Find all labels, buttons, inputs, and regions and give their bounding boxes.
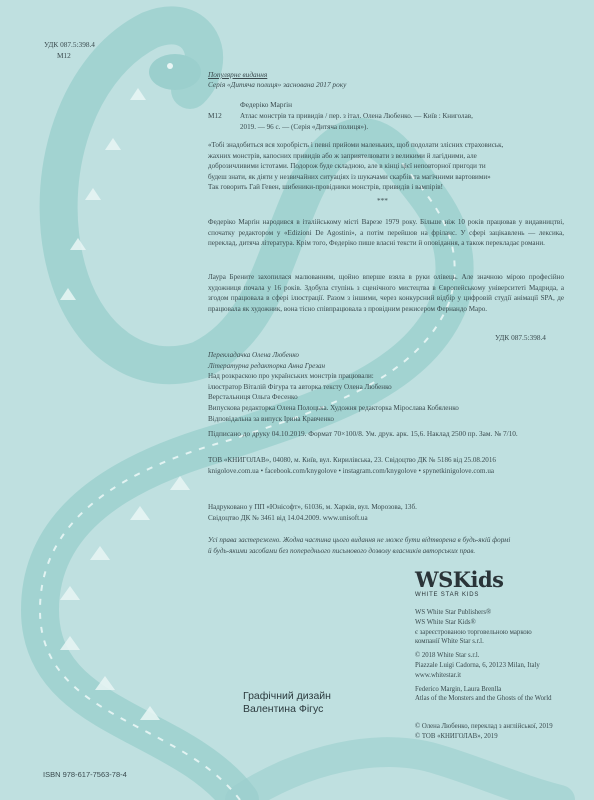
credit-translator: Перекладачка Олена Любенко — [208, 351, 299, 359]
annotation-line: будеш знати, як діяти у незвичайних ситуаціях із шукачами скарбів та магічними вартовими» — [208, 172, 491, 181]
udk-code-top: УДК 087.5:398.4 — [44, 40, 95, 49]
logo-tagline: WHITE STAR KIDS — [415, 592, 480, 598]
ws-line: © Олена Любенко, переклад з англійської, 2019 — [415, 723, 553, 731]
illustrator-bio: Лаура Брените захопилася малюванням, щойно вперше взяла в руки олівець. Але значною мірою професійно художниця почала у 16 років. Здобула ступінь з сценічного мистецтва в Європейському університеті Мадрида, а згодом працювала в сфері ілюстрації. Разом з іншими, через конкурсний відбір у цифровій студії анімації SPA, де працювала як художник, вона тісно співпрацювала з провідним режисером Фернандо Маро. — [208, 273, 564, 313]
credit-literary-editor: Літературна редакторка Анна Грезан — [208, 361, 326, 370]
rights-line: й будь-якими засобами без попереднього письмового дозволу власників авторських прав. — [208, 546, 476, 555]
separator: *** — [377, 196, 388, 205]
ws-line: www.whitestar.it — [415, 671, 461, 679]
rights-line: Усі права застережено. Жодна частина цього видання не може бути відтворена в будь-якій формі — [208, 536, 511, 544]
publisher-address: ТОВ «КНИГОЛАВ», 04080, м. Київ, вул. Кирилівська, 23. Свідоцтво ДК № 5186 від 25.08.2016 — [208, 456, 496, 464]
signed-print: Підписано до друку 04.10.2019. Формат 70×100/8. Ум. друк. арк. 15,6. Наклад 2500 пр. Зам. № 7/10. — [208, 429, 518, 438]
udk-code-middle: УДК 087.5:398.4 — [495, 333, 546, 342]
printer-info — [208, 502, 564, 523]
ws-line: компанії White Star s.r.l. — [415, 638, 484, 646]
designer-name: Валентина Фігус — [243, 703, 324, 715]
rights-notice — [208, 535, 564, 556]
design-label: Графічний дизайн — [243, 690, 331, 702]
serpent-head — [149, 54, 201, 90]
serpent-scales — [60, 88, 190, 720]
credits — [208, 350, 564, 424]
credit-responsible: Відповідальна за випуск Ірина Кравченко — [208, 414, 334, 423]
printer-license: Свідоцтво ДК № 3461 від 14.04.2009. www.unisoft.ua — [208, 513, 368, 522]
ws-line: Atlas of the Monsters and the Ghosts of the World — [415, 695, 552, 703]
ws-line: Piazzale Luigi Cadorna, 6, 20123 Milan, Italy — [415, 661, 540, 669]
white-star-info — [415, 608, 585, 742]
credit-illustrator: ілюстратор Віталій Фігура та авторка тексту Олена Любенко — [208, 382, 392, 391]
catalog-text: Атлас монстрів та привидів / пер. з італ. Олена Любенко. — Київ : Книголав, 2019. — 96 с. — (Серія «Дитяча полиця»). — [240, 112, 473, 131]
ws-line: Federico Margin, Laura Brenlla — [415, 685, 502, 693]
serpent-tail — [240, 752, 560, 800]
credit-layout: Верстальниця Ольга Фесенко — [208, 393, 298, 402]
book-code-top: М12 — [57, 51, 71, 60]
annotation-line: «Тобі знадобиться вся хоробрість і певні прийоми маленьких, щоб подолати злісних страховиськ, — [208, 141, 504, 149]
author-name: Федеріко Марґін — [240, 100, 293, 109]
annotation-line: жахних монстрів, капосних привидів або ж заприятелювати з великими й лагідними, але — [208, 151, 477, 160]
ws-line: WS White Star Publishers® — [415, 609, 492, 616]
logo-brand: WSKids — [415, 567, 504, 592]
ws-kids-logo — [415, 568, 505, 606]
credit-heading: Над розкраскою про українських монстрів працювали: — [208, 372, 374, 381]
isbn: ISBN 978-617-7563-78-4 — [43, 770, 127, 779]
author-bio: Федеріко Марґін народився в італійському місті Варезе 1979 року. Більше ніж 10 років працював у видавництві, спочатку редактором у «Edizioni De Agostini», а потім перейшов на фріланс. У сфері зацікавлень — лексика, переклад, дитяча література. Крім того, Федеріко пише власні тексти й оповідання, а також перекладає романи. — [208, 218, 564, 248]
series-heading: Популярне видання — [208, 70, 268, 79]
publisher-info — [208, 455, 564, 476]
ws-line: WS White Star Kids® — [415, 618, 476, 626]
series-line: Серія «Дитяча полиця» заснована 2017 року — [208, 80, 347, 89]
credit-release-editor: Випускова редакторка Олена Полоцька. Художня редакторка Мірослава Кобяленко — [208, 403, 459, 412]
printer-address: Надруковано у ПП «Юнісофт», 61036, м. Харків, вул. Морозова, 13б. — [208, 503, 417, 511]
ws-line: © 2018 White Star s.r.l. — [415, 652, 480, 660]
ws-line: є зареєстрованою торговельною маркою — [415, 628, 532, 636]
ws-line: © ТОВ «КНИГОЛАВ», 2019 — [415, 732, 498, 740]
publisher-links: knigolove.com.ua • facebook.com/knygolove • instagram.com/knygolove • spynetkinigolove.com.ua — [208, 466, 495, 475]
annotation-line: доброзичливими істотами. Подорож буде складною, але в кінці цієї неповторної пригоди ти — [208, 162, 486, 171]
annotation — [208, 140, 564, 193]
annotation-end: Так говорить Гай Гевен, шибеники-провідники монстрів, привидів і вампірів! — [208, 183, 444, 192]
catalog-code: М12 — [208, 111, 222, 120]
